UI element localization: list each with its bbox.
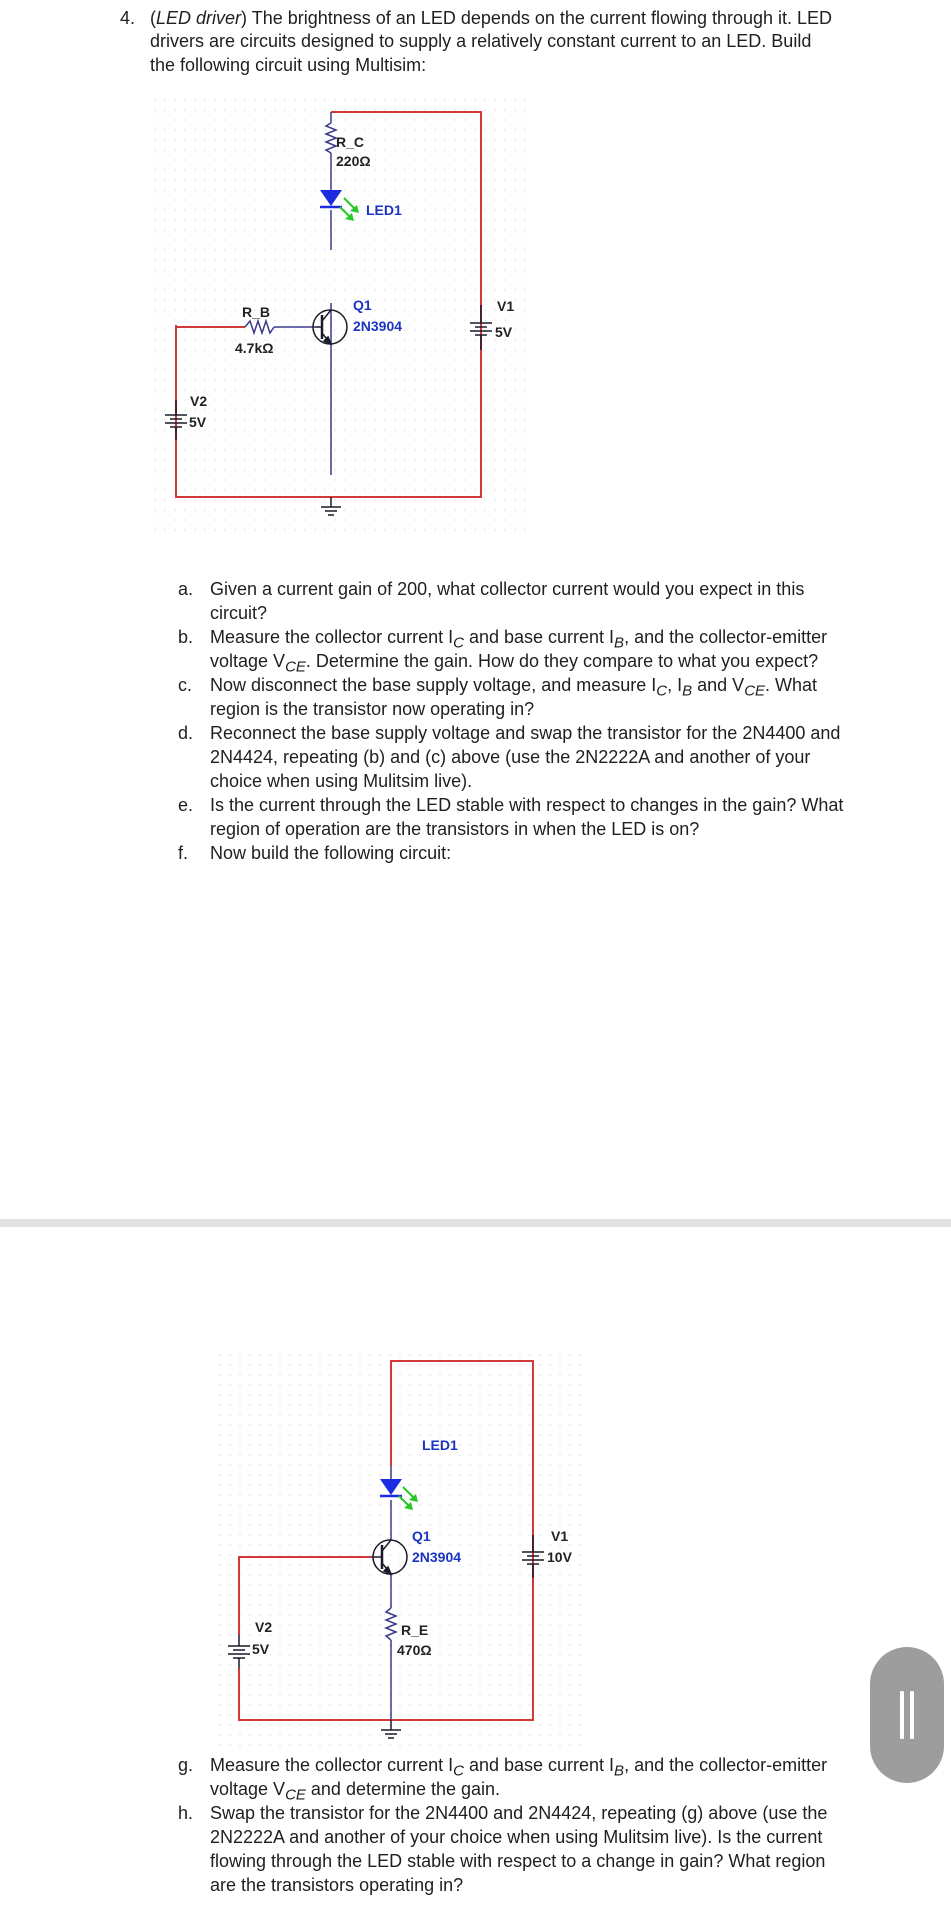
item-h-line-1: Swap the transistor for the 2N4400 and 2N4424, repeating (g) above (use the <box>210 1803 828 1823</box>
items-a-f <box>178 577 844 867</box>
v1-value-label: 5V <box>495 324 513 340</box>
item-c-line-2: region is the transistor now operating in? <box>210 699 535 719</box>
item-h-line-2: 2N2222A and another of your choice when using Mulitsim live). Is the current <box>210 1827 823 1847</box>
intro-line-3: the following circuit using Multisim: <box>150 55 427 75</box>
q1-name-label: Q1 <box>353 297 372 313</box>
intro-line-2: drivers are circuits designed to supply a relatively constant current to an LED. Build <box>150 31 812 51</box>
item-h-marker: h. <box>178 1803 194 1823</box>
rc-value-label: 220Ω <box>336 153 371 169</box>
item-a-marker: a. <box>178 579 194 599</box>
scroll-drag-handle[interactable] <box>870 1647 944 1783</box>
handle-grip-right <box>910 1691 914 1739</box>
item-f-line-1: Now build the following circuit: <box>210 843 452 863</box>
item-h-line-4: are the transistors operating in? <box>210 1875 464 1895</box>
item-e-marker: e. <box>178 795 194 815</box>
item-g-marker: g. <box>178 1755 194 1775</box>
rb-name-label: R_B <box>242 304 271 320</box>
q1-name-label-2: Q1 <box>412 1528 431 1544</box>
q1-model-label: 2N3904 <box>353 318 403 334</box>
item-d-line-3: choice when using Mulitsim live). <box>210 771 473 791</box>
intro-line-1: The brightness of an LED depends on the current flowing through it. LED <box>247 8 833 28</box>
q1-model-label-2: 2N3904 <box>412 1549 462 1565</box>
v1-name-label-2: V1 <box>551 1528 569 1544</box>
item-b-marker: b. <box>178 627 194 647</box>
grid-background <box>215 1350 585 1750</box>
item-g-line-1: Measure the collector current $I_C$ and base current $I_B$, and the collector-emitter <box>210 1755 828 1780</box>
item-e-line-1: Is the current through the LED stable with respect to changes in the gain? What <box>210 795 844 815</box>
v2-name-label: V2 <box>190 393 208 409</box>
item-d-line-2: 2N4424, repeating (b) and (c) above (use the 2N2222A and another of your <box>210 747 811 767</box>
item-e-line-2: region of operation are the transistors in when the LED is on? <box>210 819 700 839</box>
circuit-1-schematic <box>150 95 530 535</box>
items-g-h <box>178 1753 838 1903</box>
question-title: LED driver <box>156 8 242 28</box>
item-b-line-1: Measure the collector current $I_C$ and base current $I_B$, and the collector-emitter <box>210 627 828 652</box>
rc-name-label: R_C <box>336 134 365 150</box>
v1-name-label: V1 <box>497 298 515 314</box>
led1-label-2: LED1 <box>422 1437 458 1453</box>
circuit-2-schematic <box>215 1350 585 1750</box>
question-number: 4. <box>120 8 136 28</box>
item-h-line-3: flowing through the LED stable with respect to a change in gain? What region <box>210 1851 826 1871</box>
v2-name-label-2: V2 <box>255 1619 273 1635</box>
item-a-line-1: Given a current gain of 200, what collector current would you expect in this <box>210 579 805 599</box>
item-c-line-1: Now disconnect the base supply voltage, and measure $I_C$, $I_B$ and $V_{CE}$. What <box>210 675 818 700</box>
v2-value-label-2: 5V <box>252 1641 270 1657</box>
item-g-line-2: voltage $V_{CE}$ and determine the gain. <box>210 1779 501 1804</box>
rb-value-label: 4.7kΩ <box>235 340 274 356</box>
led1-label: LED1 <box>366 202 402 218</box>
item-f-marker: f. <box>178 843 189 863</box>
re-name-label: R_E <box>401 1622 429 1638</box>
item-d-line-1: Reconnect the base supply voltage and swap the transistor for the 2N4400 and <box>210 723 841 743</box>
item-b-line-2: voltage $V_{CE}$. Determine the gain. How do they compare to what you expect? <box>210 651 819 676</box>
page-separator <box>0 1219 951 1227</box>
v2-value-label: 5V <box>189 414 207 430</box>
v1-value-label-2: 10V <box>547 1549 572 1565</box>
item-a-line-2: circuit? <box>210 603 268 623</box>
item-d-marker: d. <box>178 723 194 743</box>
re-value-label: 470Ω <box>397 1642 432 1658</box>
handle-grip-left <box>900 1691 904 1739</box>
item-c-marker: c. <box>178 675 193 695</box>
